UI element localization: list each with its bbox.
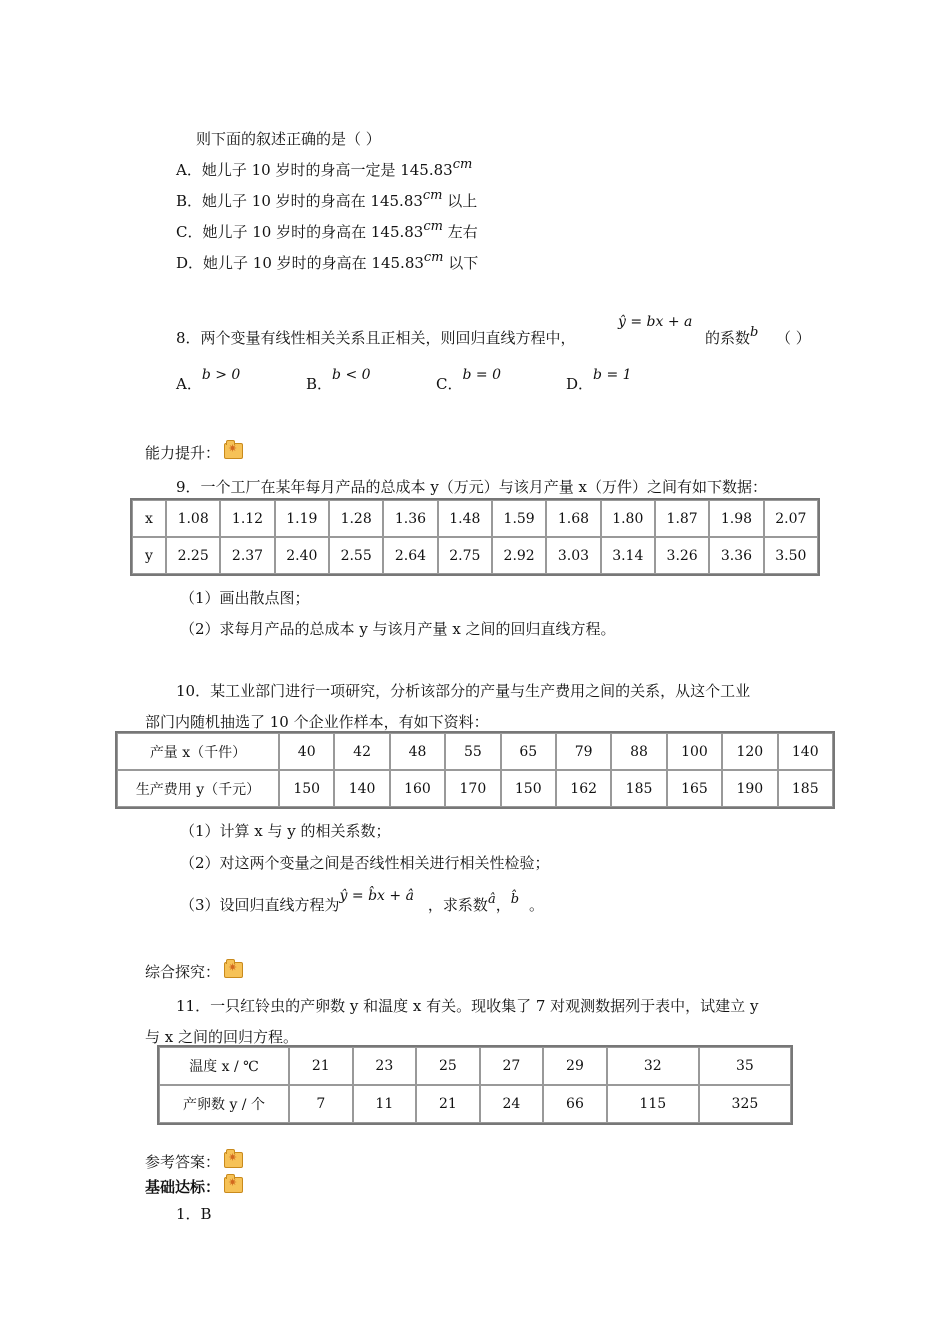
table-row-label: 产卵数 y / 个 <box>159 1085 289 1123</box>
table-cell: 185 <box>611 770 666 807</box>
table-cell: 2.92 <box>492 537 546 574</box>
q10-stem-line1: 10．某工业部门进行一项研究，分析该部分的产量与生产费用之间的关系，从这个工业 <box>176 682 751 700</box>
q10-stem-line2: 部门内随机抽选了 10 个企业作样本，有如下资料： <box>145 713 489 731</box>
q7-option-a: A．她儿子 10 岁时的身高一定是 145.83cm <box>176 157 473 179</box>
table-cell: 27 <box>480 1047 544 1085</box>
section-comprehensive-heading: 综合探究：✷ <box>145 961 243 982</box>
q7-stem: 则下面的叙述正确的是（ ） <box>196 130 381 148</box>
table-cell: 185 <box>778 770 833 807</box>
q11-stem-line1: 11．一只红铃虫的产卵数 y 和温度 x 有关。现收集了 7 对观测数据列于表中，试建立 y <box>176 997 759 1015</box>
table-cell: 1.19 <box>275 500 329 537</box>
table-cell: 165 <box>667 770 722 807</box>
q10-data-table <box>115 731 835 809</box>
table-cell: 120 <box>722 733 777 770</box>
q7-option-b: B．她儿子 10 岁时的身高在 145.83cm 以上 <box>176 188 478 210</box>
table-cell: 25 <box>416 1047 480 1085</box>
q8-paren: （ ） <box>776 329 811 347</box>
table-cell: 140 <box>334 770 389 807</box>
table-cell: 3.03 <box>546 537 600 574</box>
table-cell: 2.40 <box>275 537 329 574</box>
table-cell: 2.25 <box>166 537 220 574</box>
table-row-label: y <box>132 537 166 574</box>
unit-cm: cm <box>423 250 444 265</box>
q9-data-table <box>130 498 820 576</box>
table-cell: 115 <box>607 1085 699 1123</box>
table-cell: 3.14 <box>601 537 655 574</box>
table-cell: 29 <box>543 1047 607 1085</box>
table-cell: 1.98 <box>709 500 763 537</box>
table-cell: 170 <box>445 770 500 807</box>
table-cell: 2.07 <box>764 500 818 537</box>
q9-sub2: （2）求每月产品的总成本 y 与该月产量 x 之间的回归直线方程。 <box>180 620 616 638</box>
table-cell: 24 <box>480 1085 544 1123</box>
table-cell: 79 <box>556 733 611 770</box>
section-answers-heading: 参考答案：✷ <box>145 1151 243 1172</box>
section-basic-heading: 基础达标：✷ <box>145 1176 243 1197</box>
table-cell: 190 <box>722 770 777 807</box>
q7-option-d: D．她儿子 10 岁时的身高在 145.83cm 以下 <box>176 250 479 272</box>
table-cell: 100 <box>667 733 722 770</box>
table-row-label: 温度 x / ℃ <box>159 1047 289 1085</box>
table-row <box>117 770 833 807</box>
table-row-label: x <box>132 500 166 537</box>
table-row-label: 产量 x（千件） <box>117 733 279 770</box>
table-cell: 40 <box>279 733 334 770</box>
table-cell: 2.37 <box>220 537 274 574</box>
unit-cm: cm <box>423 219 443 234</box>
table-cell: 21 <box>416 1085 480 1123</box>
q8-stem: 8．两个变量有线性相关关系且正相关，则回归直线方程中， <box>176 329 576 347</box>
table-cell: 42 <box>334 733 389 770</box>
table-cell: 66 <box>543 1085 607 1123</box>
table-cell: 3.26 <box>655 537 709 574</box>
table-cell: 325 <box>699 1085 791 1123</box>
table-cell: 1.28 <box>329 500 383 537</box>
folder-icon <box>224 1177 243 1193</box>
table-cell: 35 <box>699 1047 791 1085</box>
section-ability-heading: 能力提升：✷ <box>145 442 243 463</box>
table-cell: 1.08 <box>166 500 220 537</box>
table-cell: 1.80 <box>601 500 655 537</box>
table-row-label: 生产费用 y（千元） <box>117 770 279 807</box>
q8-option-c: C．b = 0 <box>436 367 501 393</box>
table-cell: 1.68 <box>546 500 600 537</box>
table-cell: 1.36 <box>383 500 437 537</box>
table-cell: 150 <box>501 770 556 807</box>
q7-option-c: C．她儿子 10 岁时的身高在 145.83cm 左右 <box>176 219 478 241</box>
table-cell: 11 <box>353 1085 417 1123</box>
q10-sub3: （3）设回归直线方程为ŷ = b̂x + â ，求系数â，b̂ 。 <box>180 888 545 914</box>
folder-icon <box>224 443 243 459</box>
table-cell: 23 <box>353 1047 417 1085</box>
table-cell: 55 <box>445 733 500 770</box>
q11-data-table <box>157 1045 793 1125</box>
folder-icon <box>224 1152 243 1168</box>
q11-stem-line2: 与 x 之间的回归方程。 <box>145 1028 298 1046</box>
folder-icon <box>224 962 243 978</box>
table-cell: 162 <box>556 770 611 807</box>
table-cell: 1.48 <box>438 500 492 537</box>
table-row <box>159 1085 791 1123</box>
table-cell: 140 <box>778 733 833 770</box>
unit-cm: cm <box>422 188 443 203</box>
unit-cm: cm <box>452 157 473 172</box>
table-cell: 2.75 <box>438 537 492 574</box>
q10-sub2: （2）对这两个变量之间是否线性相关进行相关性检验； <box>180 854 550 872</box>
table-cell: 65 <box>501 733 556 770</box>
table-row <box>117 733 833 770</box>
q8-option-a: A．b > 0 <box>176 367 241 393</box>
table-cell: 2.55 <box>329 537 383 574</box>
table-cell: 7 <box>289 1085 353 1123</box>
table-cell: 88 <box>611 733 666 770</box>
table-cell: 2.64 <box>383 537 437 574</box>
table-cell: 32 <box>607 1047 699 1085</box>
table-row <box>159 1047 791 1085</box>
table-cell: 1.59 <box>492 500 546 537</box>
q10-formula: ŷ = b̂x + â <box>339 888 414 904</box>
table-cell: 160 <box>390 770 445 807</box>
table-cell: 150 <box>279 770 334 807</box>
table-cell: 48 <box>390 733 445 770</box>
table-cell: 21 <box>289 1047 353 1085</box>
q9-stem: 9．一个工厂在某年每月产品的总成本 y（万元）与该月产量 x（万件）之间有如下数据： <box>176 478 768 496</box>
table-cell: 1.87 <box>655 500 709 537</box>
table-row <box>132 537 818 574</box>
q8-option-b: B．b < 0 <box>306 367 371 393</box>
q10-sub1: （1）计算 x 与 y 的相关系数； <box>180 822 391 840</box>
table-cell: 1.12 <box>220 500 274 537</box>
answer-1: 1．B <box>176 1205 212 1223</box>
table-cell: 3.50 <box>764 537 818 574</box>
table-row <box>132 500 818 537</box>
q8-option-d: D．b = 1 <box>566 367 632 393</box>
table-cell: 3.36 <box>709 537 763 574</box>
q8-stem-end: 的系数b <box>705 325 759 347</box>
q9-sub1: （1）画出散点图； <box>180 589 310 607</box>
q8-formula: ŷ = bx + a <box>618 314 693 330</box>
